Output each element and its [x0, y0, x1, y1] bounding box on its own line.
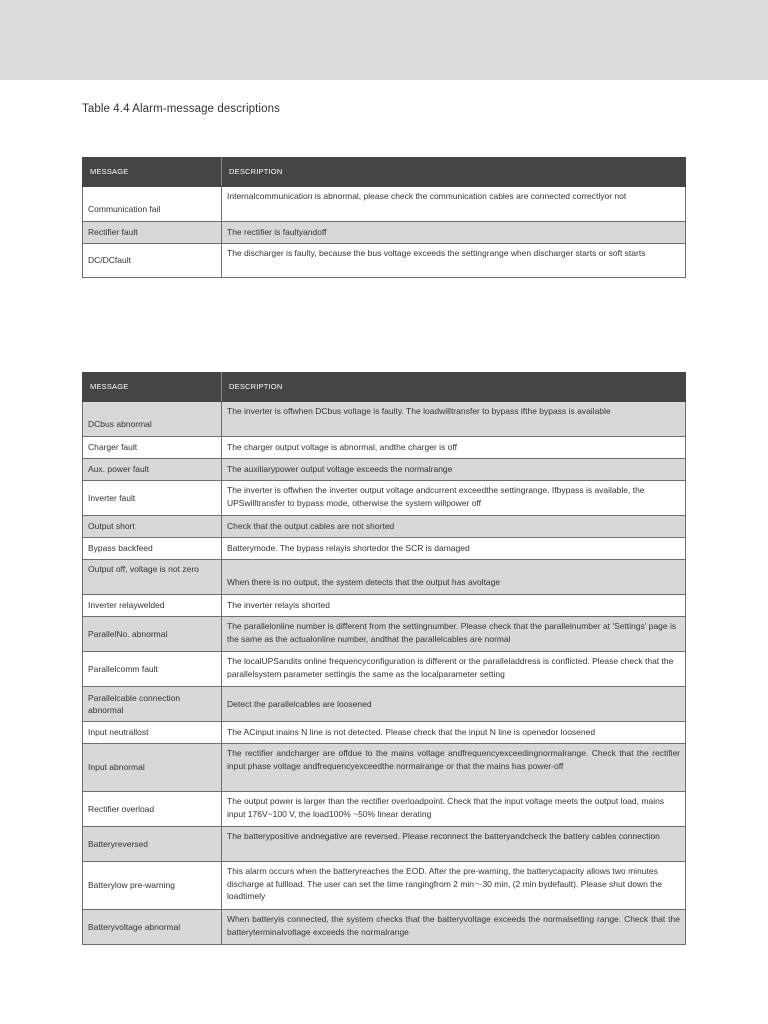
- message-cell: ParallelNo. abnormal: [83, 617, 222, 652]
- description-cell: The batterypositive andnegative are reversed. Please reconnect the batteryandcheck the battery cables connection: [222, 827, 686, 862]
- alarm-table-1: [82, 157, 686, 278]
- description-cell: The rectifier andcharger are offdue to the mains voltage andfrequencyexceedingnormalrange. Check that the rectifier input phase voltage andfrequencyexceedthe normalrange or that the mains has power-off: [222, 744, 686, 792]
- table-row: [83, 595, 686, 617]
- message-cell: Communication fail: [83, 187, 222, 222]
- table-row: [83, 459, 686, 481]
- message-cell: Aux. power fault: [83, 459, 222, 481]
- table-row: [83, 560, 686, 595]
- message-cell: DCbus abnormal: [83, 402, 222, 437]
- table-row: [83, 652, 686, 687]
- description-cell: When batteryis connected, the system checks that the batteryvoltage exceeds the normalsetting range. Check that the batteryterminalvoltage exceeds the normalrange: [222, 910, 686, 945]
- description-cell: When there is no output, the system detects that the output has avoltage: [222, 560, 686, 595]
- description-cell: The inverter is offwhen the inverter output voltage andcurrent exceedthe settingrange. Ifbypass is available, the UPSwilltransfer to bypass mode, otherwise the system willpower off: [222, 481, 686, 516]
- description-cell: Check that the output cables are not shorted: [222, 516, 686, 538]
- description-cell: The localUPSandits online frequencyconfiguration is different or the paralleladdress is conflicted. Please check that the parallelsystem parameter settingis the same as the localparameter setting: [222, 652, 686, 687]
- description-cell: The inverter relayis shorted: [222, 595, 686, 617]
- message-cell: Rectifier fault: [83, 222, 222, 244]
- table-row: [83, 481, 686, 516]
- message-cell: Inverter fault: [83, 481, 222, 516]
- description-cell: The inverter is offwhen DCbus voltage is faulty. The loadwilltransfer to bypass ifthe bypass is available: [222, 402, 686, 437]
- description-cell: Detect the parallelcables are loosened: [222, 687, 686, 722]
- table-row: [83, 538, 686, 560]
- alarm-table-2: [82, 372, 686, 945]
- message-cell: Inverter relaywelded: [83, 595, 222, 617]
- message-cell: Parallelcomm fault: [83, 652, 222, 687]
- message-cell: DC/DCfault: [83, 244, 222, 278]
- description-cell: The output power is larger than the rectifier overloadpoint. Check that the input voltage meets the output load, mains input 176V~100 V, the load100% ~50% linear derating: [222, 792, 686, 827]
- message-cell: Batterylow pre-warning: [83, 862, 222, 910]
- header-message: MESSAGE: [83, 373, 222, 402]
- table-row: [83, 910, 686, 945]
- description-cell: The parallelonline number is different from the settingnumber. Please check that the parallelnumber at 'Settings' page is the same as the actualonline number, andthat the parallelcables are normal: [222, 617, 686, 652]
- description-cell: The rectifier is faultyandoff: [222, 222, 686, 244]
- message-cell: Bypass backfeed: [83, 538, 222, 560]
- description-cell: Internalcommunication is abnormal, please check the communication cables are connected correctlyor not: [222, 187, 686, 222]
- table-row: [83, 827, 686, 862]
- message-cell: Input neutrallost: [83, 722, 222, 744]
- table-row: [83, 617, 686, 652]
- description-cell: The auxiliarypower output voltage exceeds the normalrange: [222, 459, 686, 481]
- message-cell: Batteryvoltage abnormal: [83, 910, 222, 945]
- header-message: MESSAGE: [83, 158, 222, 187]
- table-row: [83, 402, 686, 437]
- description-cell: The ACinput mains N line is not detected. Please check that the input N line is openedor loosened: [222, 722, 686, 744]
- message-cell: Input abnormal: [83, 744, 222, 792]
- message-cell: Output short: [83, 516, 222, 538]
- header-description: DESCRIPTION: [222, 158, 686, 187]
- message-cell: Batteryreversed: [83, 827, 222, 862]
- message-cell: Charger fault: [83, 437, 222, 459]
- table-row: [83, 744, 686, 792]
- description-cell: The charger output voltage is abnormal, andthe charger is off: [222, 437, 686, 459]
- message-cell: Output off, voltage is not zero: [83, 560, 222, 595]
- description-cell: This alarm occurs when the batteryreaches the EOD. After the pre-warning, the batterycapacity allows two minutes discharge at fullload. The user can set the time rangingfrom 2 min～30 min, (2 min bydefault). Please shut down the loadtimely: [222, 862, 686, 910]
- header-description: DESCRIPTION: [222, 373, 686, 402]
- table-row: [83, 862, 686, 910]
- description-cell: The discharger is faulty, because the bus voltage exceeds the settingrange when discharger starts or soft starts: [222, 244, 686, 278]
- message-cell: Parallelcable connection abnormal: [83, 687, 222, 722]
- table-row: [83, 722, 686, 744]
- description-cell: Batterymode. The bypass relayis shortedor the SCR is damaged: [222, 538, 686, 560]
- table-row: [83, 792, 686, 827]
- table-header-row: [83, 373, 686, 402]
- table-row: [83, 244, 686, 278]
- table-row: [83, 187, 686, 222]
- table-header-row: [83, 158, 686, 187]
- table-row: [83, 516, 686, 538]
- table-row: [83, 222, 686, 244]
- table-row: [83, 437, 686, 459]
- page-header-band: [0, 0, 768, 80]
- table-row: [83, 687, 686, 722]
- message-cell: Rectifier overload: [83, 792, 222, 827]
- table-caption: Table 4.4 Alarm-message descriptions: [82, 103, 280, 115]
